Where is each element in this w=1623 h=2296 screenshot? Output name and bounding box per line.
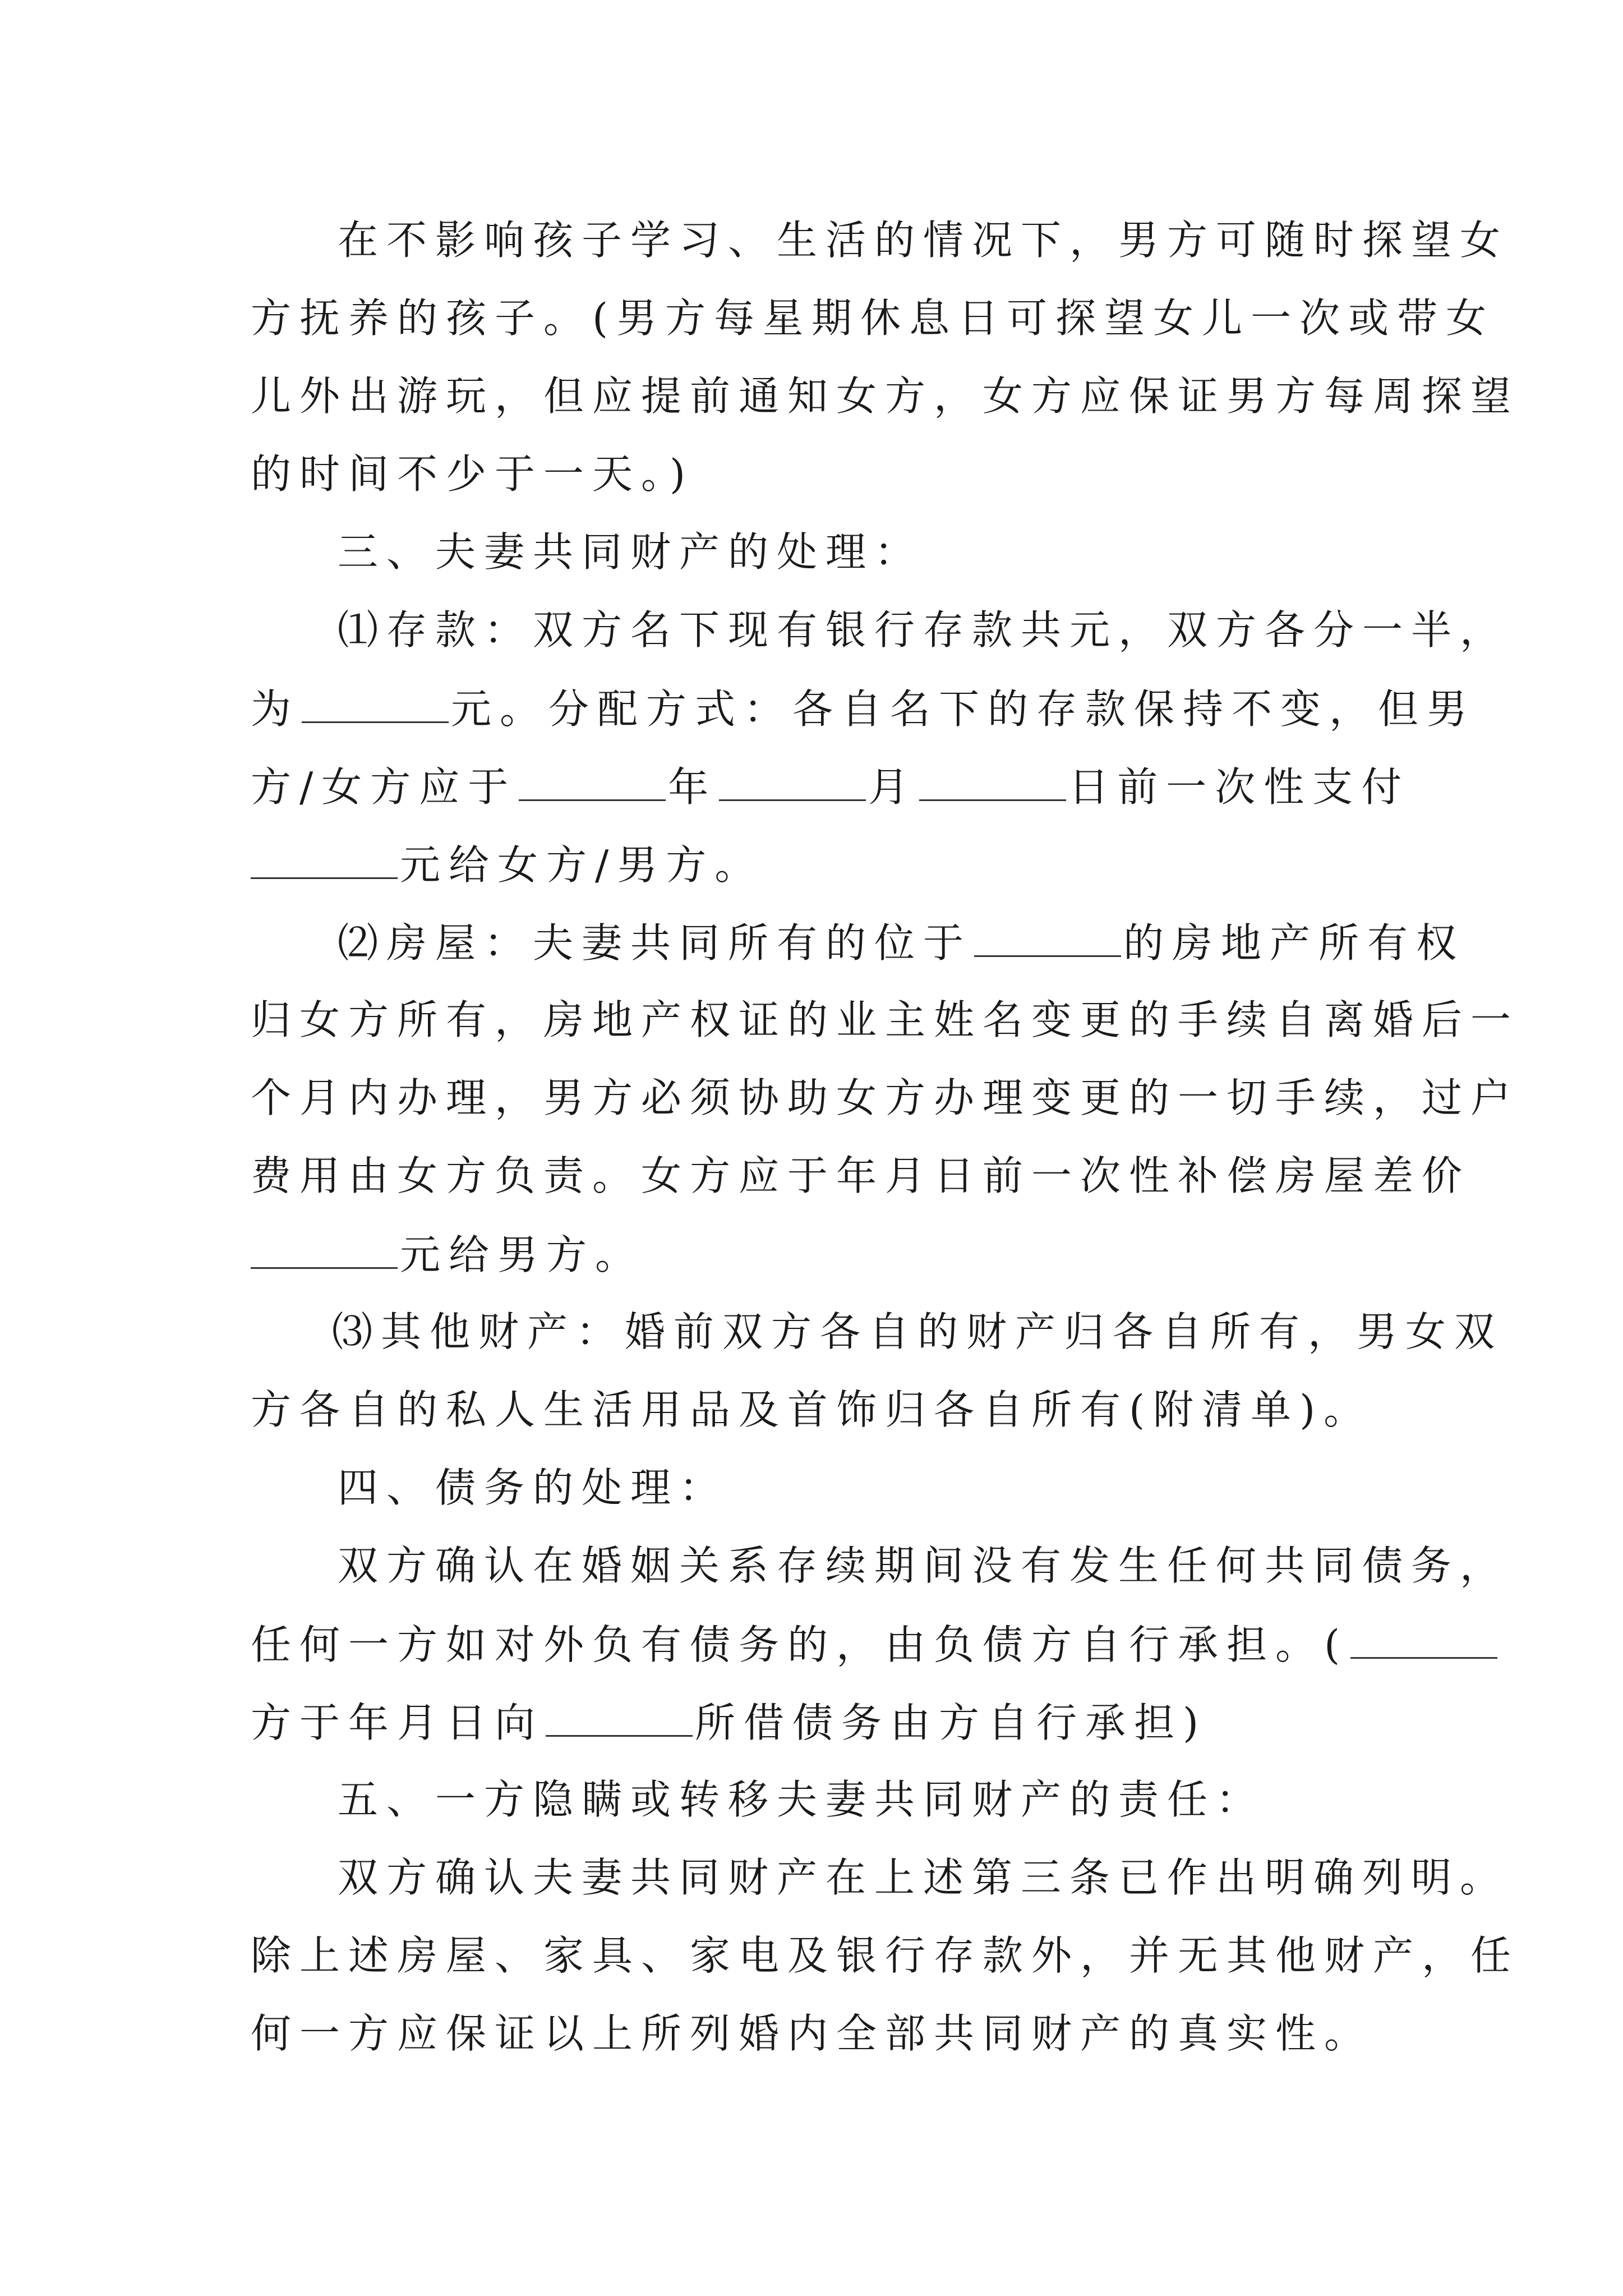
- deposit-line-3: [251, 763, 1410, 811]
- visitation-line-2: 方抚养的孩子。(男方每星期休息日可探望女儿一次或带女: [251, 295, 1495, 342]
- fill-blank: [919, 766, 1066, 801]
- fill-blank: [974, 922, 1121, 957]
- house-line-5-text: 元给男方。: [400, 1231, 644, 1278]
- fill-blank: [302, 688, 449, 723]
- fill-blank: [719, 766, 866, 801]
- deposit-line-4-text: 元给女方/男方。: [400, 841, 764, 889]
- house-line-2: 归女方所有，房地产权证的业主姓名变更的手续自离婚后一: [251, 996, 1520, 1043]
- section-3-heading: 三、夫妻共同财产的处理：: [338, 528, 924, 576]
- deposit-line-3-part-c: 月: [868, 763, 917, 811]
- house-line-3: 个月内办理，男方必须协助女方办理变更的一切手续，过户: [251, 1074, 1520, 1121]
- visitation-line-1: 在不影响孩子学习、生活的情况下，男方可随时探望女: [338, 217, 1509, 264]
- conceal-line-3: 何一方应保证以上所列婚内全部共同财产的真实性。: [251, 2010, 1373, 2057]
- deposit-line-2-part-a: 为: [251, 685, 300, 733]
- house-line-1-part-a: ⑵房屋：夫妻共同所有的位于: [338, 919, 972, 967]
- fill-blank: [251, 1234, 398, 1269]
- section-5-heading: 五、一方隐瞒或转移夫妻共同财产的责任：: [338, 1776, 1265, 1823]
- debt-line-1: 双方确认在婚姻关系存续期间没有发生任何共同债务，: [338, 1542, 1509, 1589]
- deposit-line-3-part-d: 日前一次性支付: [1068, 763, 1410, 811]
- deposit-line-2-part-b: 元。分配方式：各自名下的存款保持不变，但男: [451, 685, 1476, 733]
- other-line-2: 方各自的私人生活用品及首饰归各自所有(附清单)。: [251, 1386, 1373, 1433]
- house-line-1-part-b: 的房地产所有权: [1123, 919, 1465, 967]
- conceal-line-2: 除上述房屋、家具、家电及银行存款外，并无其他财产，任: [251, 1932, 1520, 1979]
- deposit-line-4: [251, 841, 764, 889]
- debt-line-3: [251, 1699, 1207, 1746]
- debt-line-3-part-b: 所借债务由方自行承担): [695, 1699, 1207, 1746]
- house-line-4: 费用由女方负责。女方应于年月日前一次性补偿房屋差价: [251, 1152, 1471, 1199]
- house-line-1: [338, 919, 1465, 967]
- debt-line-3-part-a: 方于年月日向: [251, 1699, 544, 1746]
- house-line-5: [251, 1231, 644, 1278]
- fill-blank: [519, 766, 666, 801]
- fill-blank: [1350, 1623, 1497, 1659]
- conceal-line-1: 双方确认夫妻共同财产在上述第三条已作出明确列明。: [338, 1854, 1509, 1901]
- visitation-line-4: 的时间不少于一天。): [251, 450, 694, 498]
- fill-blank: [546, 1701, 693, 1737]
- deposit-line-1: ⑴存款：双方名下现有银行存款共元，双方各分一半，: [338, 606, 1509, 654]
- debt-line-2: [251, 1621, 1500, 1668]
- fill-blank: [251, 844, 398, 879]
- deposit-line-2: [251, 685, 1476, 733]
- debt-line-2-text: 任何一方如对外负有债务的，由负债方自行承担。(: [251, 1621, 1349, 1668]
- visitation-line-3: 儿外出游玩，但应提前通知女方，女方应保证男方每周探望: [251, 372, 1520, 420]
- deposit-line-3-part-b: 年: [668, 763, 717, 811]
- other-line-1: ⑶其他财产：婚前双方各自的财产归各自所有，男女双: [332, 1308, 1504, 1355]
- section-4-heading: 四、债务的处理：: [338, 1464, 728, 1511]
- deposit-line-3-part-a: 方/女方应于: [251, 763, 517, 811]
